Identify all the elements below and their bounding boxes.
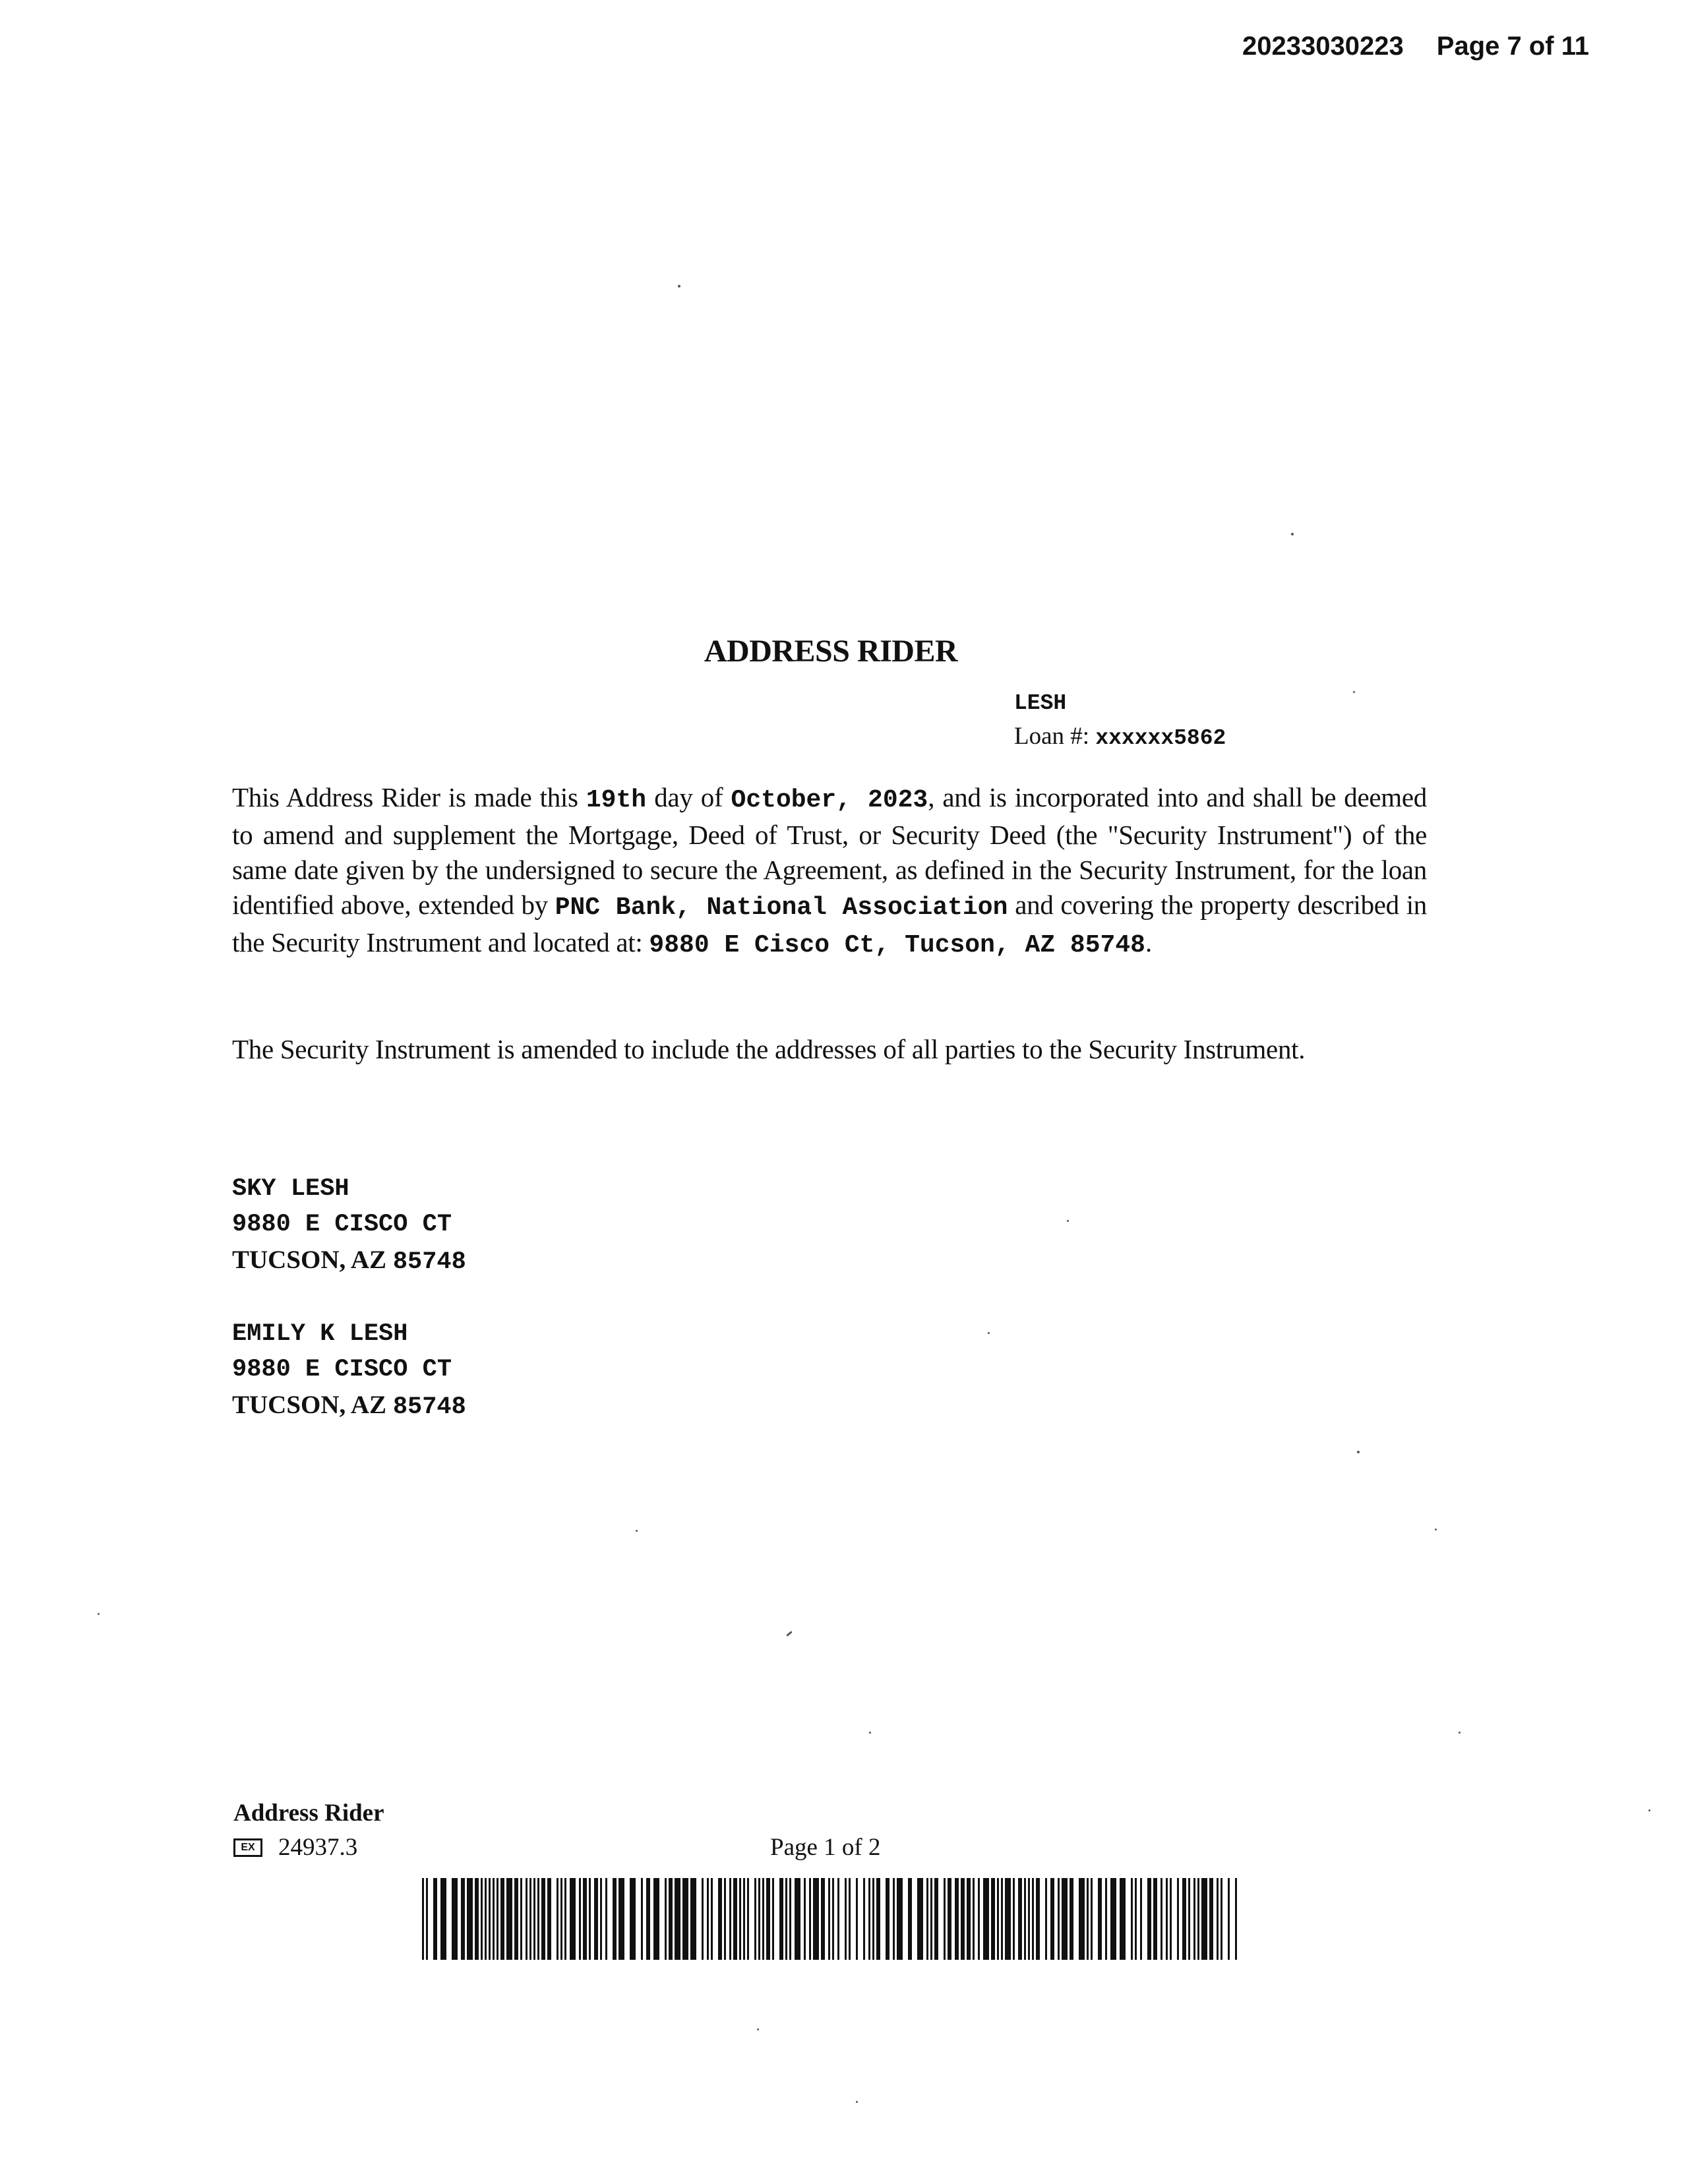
party-city-state: TUCSON, AZ [232, 1391, 387, 1419]
scan-speck [1067, 1220, 1069, 1222]
rider-paragraph [232, 780, 1427, 963]
scan-speck [1357, 1451, 1360, 1453]
party-street: 9880 E CISCO CT [232, 1356, 452, 1383]
recording-number: 20233030223 [1242, 32, 1404, 61]
party-name: SKY LESH [232, 1175, 349, 1203]
scan-speck [1648, 1809, 1650, 1811]
scan-speck [678, 285, 680, 288]
document-title: ADDRESS RIDER [704, 634, 958, 669]
rider-day: 19th [586, 786, 647, 814]
loan-number-line [1014, 720, 1226, 755]
party-street: 9880 E CISCO CT [232, 1211, 452, 1238]
form-number-line [233, 1833, 357, 1862]
party-zip: 85748 [392, 1393, 466, 1421]
loan-label: Loan #: [1014, 723, 1090, 750]
scan-speck [98, 1613, 100, 1615]
party-city-state: TUCSON, AZ [232, 1246, 387, 1274]
scan-speck [757, 2028, 759, 2030]
loan-number: xxxxxx5862 [1095, 726, 1226, 750]
amendment-paragraph: The Security Instrument is amended to include the addresses of all parties to the Security Instrument. [232, 1034, 1306, 1064]
page-number: Page 1 of 2 [770, 1834, 881, 1861]
property-address: 9880 E Cisco Ct, Tucson, AZ 85748 [649, 931, 1145, 959]
recording-page-label: Page 7 of 11 [1436, 32, 1589, 61]
scan-speck [869, 1732, 871, 1734]
scan-speck [1435, 1529, 1437, 1531]
rider-text-4: and covering the property described in the Security Instrument and located at: [232, 890, 1427, 957]
scan-speck [786, 1631, 793, 1637]
barcode-icon [421, 1878, 1245, 1960]
scan-speck [1353, 691, 1355, 693]
footer-title: Address Rider [233, 1800, 384, 1827]
party-address-block [232, 1171, 466, 1280]
scan-speck [856, 2101, 858, 2103]
rider-text-2: day of [646, 782, 731, 812]
party-address-block [232, 1316, 466, 1425]
borrower-reference [1014, 687, 1226, 755]
party-zip: 85748 [392, 1248, 466, 1276]
party-city-line [232, 1242, 466, 1280]
party-city-line [232, 1387, 466, 1425]
rider-text-3: , and is incorporated into and shall be deemed to amend and supplement the Mortgage, Deed of Trust, or Security Deed (the "Security Instrument") of the same date given by the undersigned to secure the Agreement, as defined in the Security Instrument, for the loan identified above, extended by [232, 782, 1427, 920]
scan-speck [636, 1530, 638, 1532]
form-number: 24937.3 [278, 1834, 358, 1861]
lender-name: PNC Bank, National Association [555, 894, 1008, 922]
borrower-last-name: LESH [1014, 691, 1067, 715]
form-logo-icon: EX [233, 1838, 262, 1857]
scan-speck [988, 1332, 990, 1334]
scan-speck [1459, 1732, 1461, 1734]
rider-date: October, 2023 [731, 786, 928, 814]
rider-text-5: . [1145, 927, 1152, 957]
rider-text-1: This Address Rider is made this [232, 782, 586, 812]
scan-speck [1291, 533, 1294, 535]
recording-header [1242, 32, 1589, 61]
party-name: EMILY K LESH [232, 1320, 408, 1348]
